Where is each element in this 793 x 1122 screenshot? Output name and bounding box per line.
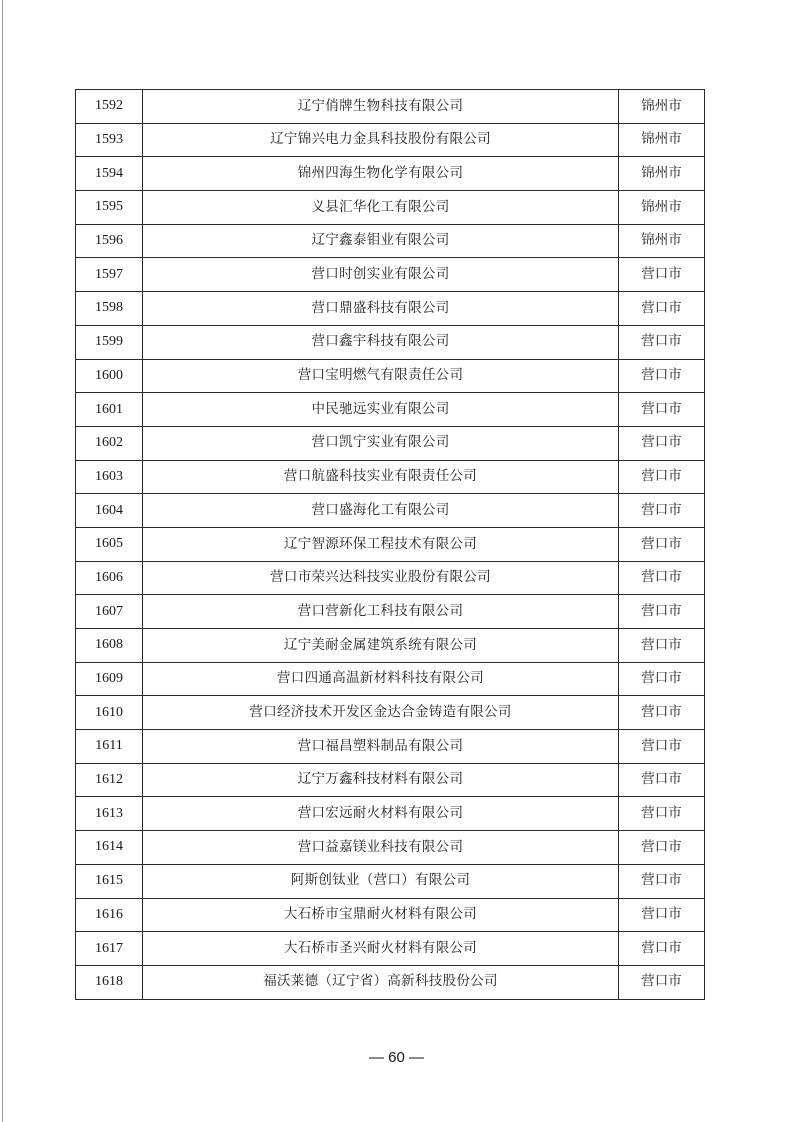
table-row (76, 527, 705, 561)
city-name: 锦州市 (619, 224, 705, 258)
table-row (76, 90, 705, 124)
city-name: 营口市 (619, 527, 705, 561)
city-name: 营口市 (619, 898, 705, 932)
table-row (76, 393, 705, 427)
company-name: 营口市荣兴达科技实业股份有限公司 (143, 561, 619, 595)
company-name: 辽宁美耐金属建筑系统有限公司 (143, 629, 619, 663)
company-name: 辽宁锦兴电力金具科技股份有限公司 (143, 123, 619, 157)
row-number: 1607 (76, 595, 143, 629)
company-name: 大石桥市圣兴耐火材料有限公司 (143, 932, 619, 966)
company-table (75, 89, 705, 1000)
city-name: 营口市 (619, 864, 705, 898)
table-row (76, 965, 705, 999)
table-row (76, 662, 705, 696)
city-name: 营口市 (619, 292, 705, 326)
row-number: 1612 (76, 763, 143, 797)
company-name: 辽宁俏牌生物科技有限公司 (143, 90, 619, 124)
table-row (76, 157, 705, 191)
city-name: 营口市 (619, 797, 705, 831)
row-number: 1608 (76, 629, 143, 663)
row-number: 1600 (76, 359, 143, 393)
company-name: 中民驰远实业有限公司 (143, 393, 619, 427)
table-row (76, 730, 705, 764)
table-row (76, 258, 705, 292)
city-name: 营口市 (619, 494, 705, 528)
table-row (76, 629, 705, 663)
city-name: 营口市 (619, 696, 705, 730)
company-name: 锦州四海生物化学有限公司 (143, 157, 619, 191)
row-number: 1604 (76, 494, 143, 528)
city-name: 营口市 (619, 831, 705, 865)
row-number: 1606 (76, 561, 143, 595)
row-number: 1617 (76, 932, 143, 966)
row-number: 1596 (76, 224, 143, 258)
company-name: 营口鑫宇科技有限公司 (143, 325, 619, 359)
table-row (76, 191, 705, 225)
company-name: 营口福昌塑料制品有限公司 (143, 730, 619, 764)
city-name: 营口市 (619, 460, 705, 494)
company-name: 营口鼎盛科技有限公司 (143, 292, 619, 326)
row-number: 1595 (76, 191, 143, 225)
city-name: 营口市 (619, 359, 705, 393)
row-number: 1605 (76, 527, 143, 561)
table-row (76, 325, 705, 359)
company-name: 营口营新化工科技有限公司 (143, 595, 619, 629)
company-name: 大石桥市宝鼎耐火材料有限公司 (143, 898, 619, 932)
company-name: 营口凯宁实业有限公司 (143, 426, 619, 460)
company-name: 营口时创实业有限公司 (143, 258, 619, 292)
row-number: 1598 (76, 292, 143, 326)
city-name: 营口市 (619, 426, 705, 460)
company-name: 义县汇华化工有限公司 (143, 191, 619, 225)
row-number: 1609 (76, 662, 143, 696)
city-name: 锦州市 (619, 123, 705, 157)
row-number: 1603 (76, 460, 143, 494)
row-number: 1618 (76, 965, 143, 999)
city-name: 营口市 (619, 763, 705, 797)
table-row (76, 831, 705, 865)
city-name: 锦州市 (619, 157, 705, 191)
row-number: 1610 (76, 696, 143, 730)
company-name: 营口航盛科技实业有限责任公司 (143, 460, 619, 494)
table-row (76, 123, 705, 157)
row-number: 1602 (76, 426, 143, 460)
table-row (76, 797, 705, 831)
city-name: 锦州市 (619, 90, 705, 124)
table-row (76, 561, 705, 595)
row-number: 1592 (76, 90, 143, 124)
city-name: 营口市 (619, 932, 705, 966)
company-name: 营口益嘉镁业科技有限公司 (143, 831, 619, 865)
table-row (76, 359, 705, 393)
row-number: 1599 (76, 325, 143, 359)
row-number: 1597 (76, 258, 143, 292)
city-name: 营口市 (619, 629, 705, 663)
page-edge (2, 0, 3, 1122)
table-row (76, 763, 705, 797)
page-number: — 60 — (368, 1049, 425, 1066)
table-row (76, 932, 705, 966)
company-name: 辽宁万鑫科技材料有限公司 (143, 763, 619, 797)
table-row (76, 898, 705, 932)
row-number: 1613 (76, 797, 143, 831)
table-row (76, 864, 705, 898)
company-name: 阿斯创钛业（营口）有限公司 (143, 864, 619, 898)
row-number: 1594 (76, 157, 143, 191)
city-name: 营口市 (619, 325, 705, 359)
company-table-body (76, 90, 705, 1000)
table-row (76, 224, 705, 258)
row-number: 1601 (76, 393, 143, 427)
row-number: 1616 (76, 898, 143, 932)
row-number: 1611 (76, 730, 143, 764)
city-name: 营口市 (619, 730, 705, 764)
company-name: 营口宝明燃气有限责任公司 (143, 359, 619, 393)
company-name: 营口经济技术开发区金达合金铸造有限公司 (143, 696, 619, 730)
city-name: 营口市 (619, 393, 705, 427)
company-name: 辽宁鑫泰钼业有限公司 (143, 224, 619, 258)
table-row (76, 460, 705, 494)
company-name: 营口四通高温新材料科技有限公司 (143, 662, 619, 696)
row-number: 1614 (76, 831, 143, 865)
row-number: 1593 (76, 123, 143, 157)
company-name: 辽宁智源环保工程技术有限公司 (143, 527, 619, 561)
city-name: 营口市 (619, 561, 705, 595)
table-row (76, 292, 705, 326)
table-row (76, 595, 705, 629)
company-name: 福沃莱德（辽宁省）高新科技股份公司 (143, 965, 619, 999)
table-row (76, 696, 705, 730)
table-row (76, 494, 705, 528)
city-name: 营口市 (619, 965, 705, 999)
table-row (76, 426, 705, 460)
city-name: 锦州市 (619, 191, 705, 225)
city-name: 营口市 (619, 258, 705, 292)
city-name: 营口市 (619, 662, 705, 696)
company-name: 营口宏远耐火材料有限公司 (143, 797, 619, 831)
city-name: 营口市 (619, 595, 705, 629)
company-name: 营口盛海化工有限公司 (143, 494, 619, 528)
row-number: 1615 (76, 864, 143, 898)
